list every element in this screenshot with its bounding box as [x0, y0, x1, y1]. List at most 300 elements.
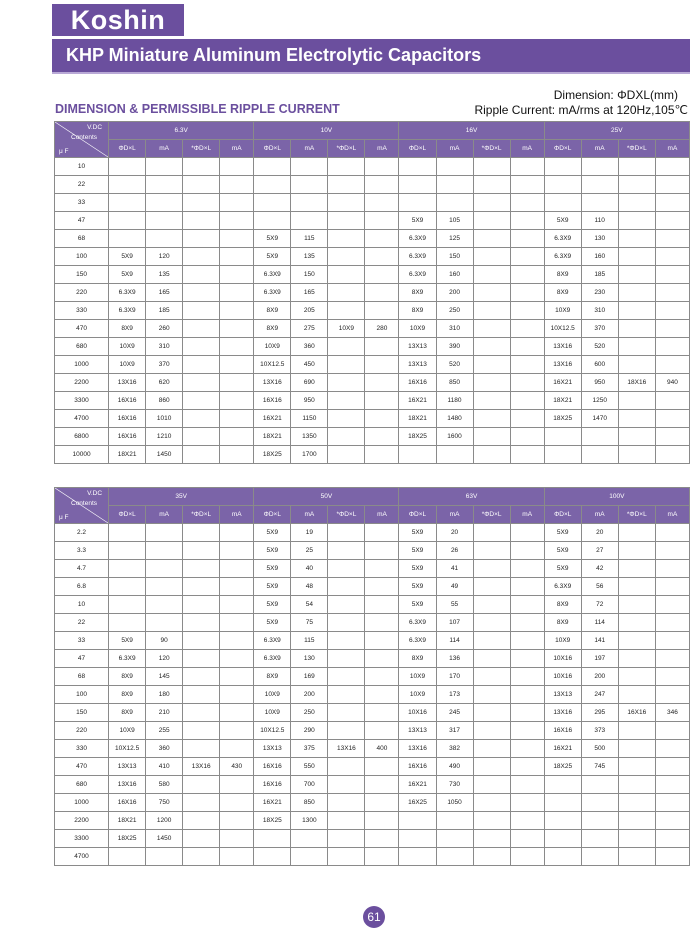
dimension-cell: 5X9: [254, 560, 291, 578]
ripple-current-cell: 290: [291, 722, 328, 740]
dimension-cell: 16X21: [544, 740, 581, 758]
ripple-current-cell: 850: [291, 794, 328, 812]
dimension-cell: [473, 338, 510, 356]
ripple-current-cell: [436, 848, 473, 866]
dimension-cell: [183, 668, 220, 686]
ripple-current-cell: 120: [146, 650, 183, 668]
ripple-current-cell: [655, 320, 689, 338]
dimension-cell: [473, 158, 510, 176]
dimension-cell: 5X9: [399, 542, 436, 560]
dimension-cell: [109, 596, 146, 614]
ripple-current-cell: 49: [436, 578, 473, 596]
dimension-cell: [618, 176, 655, 194]
ripple-current-cell: 1480: [436, 410, 473, 428]
ripple-current-cell: [365, 446, 399, 464]
capacitance-cell: 2.2: [55, 524, 109, 542]
ripple-current-cell: [291, 176, 328, 194]
corner-contents-label: Contents: [71, 500, 98, 507]
ripple-current-cell: [510, 428, 544, 446]
ripple-current-cell: [365, 356, 399, 374]
dimension-cell: 5X9: [254, 542, 291, 560]
ripple-current-cell: 75: [291, 614, 328, 632]
ripple-current-cell: [365, 560, 399, 578]
dimension-cell: [183, 374, 220, 392]
dimension-cell: [183, 410, 220, 428]
dimension-cell: [618, 560, 655, 578]
ripple-current-cell: 145: [146, 668, 183, 686]
ripple-current-cell: [655, 578, 689, 596]
ripple-current-cell: [146, 596, 183, 614]
dimension-cell: 16X16: [109, 794, 146, 812]
ripple-current-cell: 317: [436, 722, 473, 740]
dimension-cell: [328, 776, 365, 794]
ripple-current-cell: 25: [291, 542, 328, 560]
dimension-cell: [473, 446, 510, 464]
dimension-column-header: ΦD×L: [254, 140, 291, 158]
ripple-current-cell: [655, 248, 689, 266]
ripple-current-cell: 141: [581, 632, 618, 650]
dimension-cell: 10X9: [109, 338, 146, 356]
ripple-current-cell: 110: [581, 212, 618, 230]
ripple-current-cell: [365, 248, 399, 266]
ripple-current-cell: [365, 722, 399, 740]
capacitance-cell: 68: [55, 668, 109, 686]
ripple-current-cell: [510, 284, 544, 302]
dimension-cell: [183, 596, 220, 614]
ripple-current-cell: [655, 158, 689, 176]
dimension-cell: [109, 212, 146, 230]
ripple-current-cell: 180: [146, 686, 183, 704]
dimension-cell: [328, 230, 365, 248]
dimension-cell: [618, 356, 655, 374]
ripple-current-cell: [220, 284, 254, 302]
capacitance-cell: 150: [55, 266, 109, 284]
ripple-current-cell: [510, 542, 544, 560]
ripple-current-cell: [365, 596, 399, 614]
dimension-cell: [473, 176, 510, 194]
ripple-current-cell: [655, 392, 689, 410]
ripple-current-cell: 310: [146, 338, 183, 356]
dimension-cell: 16X16: [254, 758, 291, 776]
ripple-current-cell: [510, 320, 544, 338]
dimension-cell: [399, 830, 436, 848]
ripple-current-cell: 745: [581, 758, 618, 776]
ripple-current-cell: [581, 794, 618, 812]
ripple-current-cell: [510, 740, 544, 758]
ripple-current-cell: [510, 668, 544, 686]
dimension-cell: [473, 668, 510, 686]
dimension-cell: 13X16: [544, 704, 581, 722]
capacitance-cell: 10: [55, 158, 109, 176]
ripple-current-cell: 230: [581, 284, 618, 302]
ripple-current-cell: 373: [581, 722, 618, 740]
table-row: [55, 578, 690, 596]
ripple-current-cell: [365, 158, 399, 176]
ripple-current-cell: [365, 668, 399, 686]
dimension-cell: 16X16: [254, 776, 291, 794]
ripple-current-cell: [220, 230, 254, 248]
table-row: [55, 176, 690, 194]
ripple-current-cell: 310: [581, 302, 618, 320]
table-row: [55, 320, 690, 338]
dimension-cell: 10X12.5: [544, 320, 581, 338]
ripple-current-cell: [510, 212, 544, 230]
dimension-cell: [183, 704, 220, 722]
header-corner: [55, 122, 109, 158]
ripple-current-cell: [365, 614, 399, 632]
dimension-cell: 8X9: [254, 668, 291, 686]
ripple-current-cell: [655, 428, 689, 446]
ripple-current-cell: [581, 812, 618, 830]
dimension-cell: [473, 428, 510, 446]
ripple-current-cell: [655, 758, 689, 776]
ripple-current-cell: [581, 830, 618, 848]
dimension-cell: [183, 356, 220, 374]
dimension-cell: [618, 740, 655, 758]
ripple-current-cell: 280: [365, 320, 399, 338]
dimension-cell: [328, 284, 365, 302]
dimension-cell: [328, 302, 365, 320]
ripple-column-header: mA: [146, 140, 183, 158]
ripple-current-cell: 370: [581, 320, 618, 338]
table-row: [55, 596, 690, 614]
ripple-current-cell: [510, 410, 544, 428]
ripple-current-cell: 41: [436, 560, 473, 578]
dimension-cell: 6.3X9: [544, 248, 581, 266]
dimension-cell: 18X25: [254, 812, 291, 830]
dimension-cell: [183, 266, 220, 284]
dimension-cell: 8X9: [399, 284, 436, 302]
voltage-header: 63V: [399, 488, 544, 506]
ripple-current-cell: 520: [436, 356, 473, 374]
ripple-current-cell: [146, 560, 183, 578]
ripple-current-cell: [365, 392, 399, 410]
dimension-cell: [183, 578, 220, 596]
dimension-cell: [328, 650, 365, 668]
ripple-column-header: mA: [291, 506, 328, 524]
dimension-cell: 18X16: [618, 374, 655, 392]
dimension-cell: 16X21: [399, 392, 436, 410]
ripple-current-cell: 850: [436, 374, 473, 392]
ripple-current-cell: [510, 266, 544, 284]
capacitance-cell: 330: [55, 740, 109, 758]
ripple-current-cell: [220, 542, 254, 560]
ripple-current-cell: [581, 848, 618, 866]
ripple-current-cell: [655, 848, 689, 866]
ripple-current-cell: 310: [436, 320, 473, 338]
ripple-current-cell: [655, 338, 689, 356]
ripple-current-cell: [146, 614, 183, 632]
dimension-cell: [473, 284, 510, 302]
ripple-current-cell: 160: [436, 266, 473, 284]
ripple-current-cell: 115: [291, 230, 328, 248]
dimension-cell: [109, 560, 146, 578]
capacitance-cell: 4700: [55, 410, 109, 428]
ripple-current-cell: [220, 428, 254, 446]
dimension-cell: 8X9: [544, 614, 581, 632]
capacitance-cell: 3300: [55, 392, 109, 410]
ripple-current-cell: [510, 302, 544, 320]
ripple-current-cell: [220, 194, 254, 212]
ripple-current-cell: 690: [291, 374, 328, 392]
dimension-cell: [328, 668, 365, 686]
dimension-cell: [183, 830, 220, 848]
dimension-cell: 18X25: [544, 410, 581, 428]
dimension-cell: [473, 212, 510, 230]
corner-uf-label: μ F: [59, 148, 69, 155]
ripple-current-cell: 114: [436, 632, 473, 650]
ripple-current-cell: [220, 560, 254, 578]
table-row: [55, 560, 690, 578]
dimension-column-header: ΦD×L: [544, 506, 581, 524]
ripple-current-cell: [655, 560, 689, 578]
ripple-current-cell: 860: [146, 392, 183, 410]
ripple-current-cell: [146, 524, 183, 542]
ripple-current-cell: 185: [581, 266, 618, 284]
dimension-cell: [328, 446, 365, 464]
dimension-cell: [109, 578, 146, 596]
capacitance-cell: 10: [55, 596, 109, 614]
voltage-header: 16V: [399, 122, 544, 140]
ripple-current-cell: [220, 614, 254, 632]
ripple-current-cell: [655, 212, 689, 230]
dimension-cell: [473, 776, 510, 794]
dimension-column-header: *ΦD×L: [328, 140, 365, 158]
table-row: [55, 194, 690, 212]
dimension-cell: 6.3X9: [254, 650, 291, 668]
dimension-cell: 8X9: [544, 266, 581, 284]
ripple-current-cell: [510, 374, 544, 392]
voltage-header: 50V: [254, 488, 399, 506]
ripple-current-cell: [365, 686, 399, 704]
dimension-cell: 6.3X9: [254, 284, 291, 302]
ripple-current-cell: 20: [581, 524, 618, 542]
ripple-current-cell: 120: [146, 248, 183, 266]
ripple-current-cell: [510, 794, 544, 812]
capacitance-cell: 22: [55, 614, 109, 632]
ripple-column-header: mA: [220, 140, 254, 158]
ripple-current-cell: [510, 830, 544, 848]
dimension-cell: [399, 848, 436, 866]
ripple-current-cell: [581, 776, 618, 794]
ripple-current-cell: 185: [146, 302, 183, 320]
ripple-current-cell: [365, 776, 399, 794]
ripple-current-cell: 370: [146, 356, 183, 374]
ripple-current-cell: [365, 632, 399, 650]
dimension-cell: 10X9: [254, 338, 291, 356]
dimension-cell: [183, 338, 220, 356]
ripple-current-cell: [510, 614, 544, 632]
dimension-cell: [618, 392, 655, 410]
dimension-cell: [183, 230, 220, 248]
table-row: [55, 266, 690, 284]
ripple-current-cell: [220, 410, 254, 428]
dimension-cell: [183, 776, 220, 794]
dimension-cell: 13X13: [399, 356, 436, 374]
dimension-cell: [618, 524, 655, 542]
table-row: [55, 704, 690, 722]
dimension-cell: 5X9: [109, 266, 146, 284]
dimension-cell: 13X16: [254, 374, 291, 392]
ripple-current-cell: [220, 812, 254, 830]
dimension-cell: [618, 248, 655, 266]
ripple-current-cell: [220, 158, 254, 176]
table-row: [55, 830, 690, 848]
ripple-current-cell: [510, 194, 544, 212]
dimension-cell: [109, 158, 146, 176]
ripple-column-header: mA: [510, 506, 544, 524]
capacitance-cell: 100: [55, 686, 109, 704]
voltage-header: 100V: [544, 488, 689, 506]
table-row: [55, 686, 690, 704]
dimension-cell: [328, 632, 365, 650]
dimension-cell: [618, 632, 655, 650]
ripple-current-cell: 950: [291, 392, 328, 410]
dimension-cell: [473, 650, 510, 668]
ripple-current-cell: [436, 176, 473, 194]
dimension-cell: [328, 542, 365, 560]
ripple-current-cell: [220, 704, 254, 722]
ripple-current-cell: [220, 740, 254, 758]
ripple-current-cell: [220, 848, 254, 866]
ripple-current-cell: [365, 794, 399, 812]
dimension-cell: 6.3X9: [109, 302, 146, 320]
table-row: [55, 230, 690, 248]
table-row: [55, 794, 690, 812]
ripple-current-cell: [146, 542, 183, 560]
ripple-current-cell: [220, 248, 254, 266]
capacitance-cell: 3300: [55, 830, 109, 848]
dimension-cell: 5X9: [109, 632, 146, 650]
dimension-cell: [328, 194, 365, 212]
spec-table-high-voltage: [54, 487, 690, 866]
title-underline: [52, 72, 690, 74]
dimension-cell: 18X25: [109, 830, 146, 848]
capacitance-cell: 680: [55, 338, 109, 356]
dimension-cell: [109, 542, 146, 560]
ripple-current-cell: [510, 446, 544, 464]
dimension-cell: 8X9: [544, 596, 581, 614]
ripple-current-cell: 700: [291, 776, 328, 794]
ripple-current-cell: [220, 176, 254, 194]
ripple-current-cell: 56: [581, 578, 618, 596]
dimension-cell: [473, 614, 510, 632]
dimension-cell: [328, 374, 365, 392]
ripple-current-cell: 1200: [146, 812, 183, 830]
dimension-cell: 13X16: [183, 758, 220, 776]
table-row: [55, 374, 690, 392]
dimension-cell: [544, 428, 581, 446]
dimension-cell: [399, 158, 436, 176]
capacitance-cell: 1000: [55, 356, 109, 374]
dimension-cell: [254, 158, 291, 176]
dimension-cell: [618, 212, 655, 230]
dimension-cell: 10X16: [399, 704, 436, 722]
capacitance-cell: 4700: [55, 848, 109, 866]
ripple-current-cell: 1600: [436, 428, 473, 446]
ripple-current-cell: 19: [291, 524, 328, 542]
dimension-cell: 10X16: [544, 650, 581, 668]
brand-logo: Koshin: [52, 4, 184, 36]
ripple-current-cell: [655, 542, 689, 560]
ripple-current-cell: [510, 230, 544, 248]
ripple-current-cell: 450: [291, 356, 328, 374]
capacitance-cell: 33: [55, 194, 109, 212]
dimension-cell: 13X16: [544, 338, 581, 356]
ripple-current-cell: [510, 632, 544, 650]
ripple-current-cell: 150: [436, 248, 473, 266]
dimension-cell: [618, 266, 655, 284]
ripple-current-cell: 1350: [291, 428, 328, 446]
table-row: [55, 740, 690, 758]
table-row: [55, 356, 690, 374]
dimension-cell: [473, 722, 510, 740]
dimension-cell: [618, 596, 655, 614]
dimension-cell: 5X9: [544, 212, 581, 230]
ripple-column-header: mA: [436, 140, 473, 158]
dimension-cell: [618, 578, 655, 596]
ripple-current-cell: [655, 650, 689, 668]
dimension-cell: [618, 428, 655, 446]
dimension-cell: [183, 524, 220, 542]
dimension-cell: [618, 722, 655, 740]
ripple-current-cell: [220, 356, 254, 374]
ripple-current-cell: [220, 320, 254, 338]
ripple-current-cell: [510, 356, 544, 374]
dimension-cell: [399, 812, 436, 830]
dimension-cell: [254, 176, 291, 194]
voltage-header: 10V: [254, 122, 399, 140]
ripple-current-cell: 130: [291, 650, 328, 668]
ripple-current-cell: [655, 596, 689, 614]
dimension-column-header: *ΦD×L: [328, 506, 365, 524]
table-row: [55, 650, 690, 668]
ripple-current-cell: 48: [291, 578, 328, 596]
dimension-cell: [618, 158, 655, 176]
ripple-current-cell: 1150: [291, 410, 328, 428]
ripple-current-cell: 42: [581, 560, 618, 578]
ripple-current-cell: [510, 758, 544, 776]
dimension-cell: 18X25: [399, 428, 436, 446]
dimension-column-header: *ΦD×L: [183, 506, 220, 524]
ripple-current-cell: [365, 524, 399, 542]
dimension-cell: 5X9: [544, 524, 581, 542]
ripple-current-cell: 170: [436, 668, 473, 686]
dimension-cell: [183, 176, 220, 194]
ripple-current-cell: [365, 704, 399, 722]
dimension-cell: 5X9: [399, 524, 436, 542]
dimension-cell: 10X9: [399, 320, 436, 338]
dimension-cell: [544, 830, 581, 848]
table-row: [55, 776, 690, 794]
dimension-cell: [618, 284, 655, 302]
dimension-cell: [544, 176, 581, 194]
ripple-current-cell: [655, 722, 689, 740]
ripple-current-cell: [146, 578, 183, 596]
dimension-column-header: ΦD×L: [399, 506, 436, 524]
table-row: [55, 614, 690, 632]
dimension-cell: 10X9: [544, 632, 581, 650]
table-row: [55, 302, 690, 320]
dimension-cell: [473, 560, 510, 578]
ripple-current-cell: [365, 812, 399, 830]
ripple-current-cell: [510, 848, 544, 866]
dimension-cell: [473, 578, 510, 596]
ripple-column-header: mA: [510, 140, 544, 158]
ripple-current-cell: [655, 740, 689, 758]
dimension-cell: 5X9: [109, 248, 146, 266]
ripple-current-cell: 1700: [291, 446, 328, 464]
